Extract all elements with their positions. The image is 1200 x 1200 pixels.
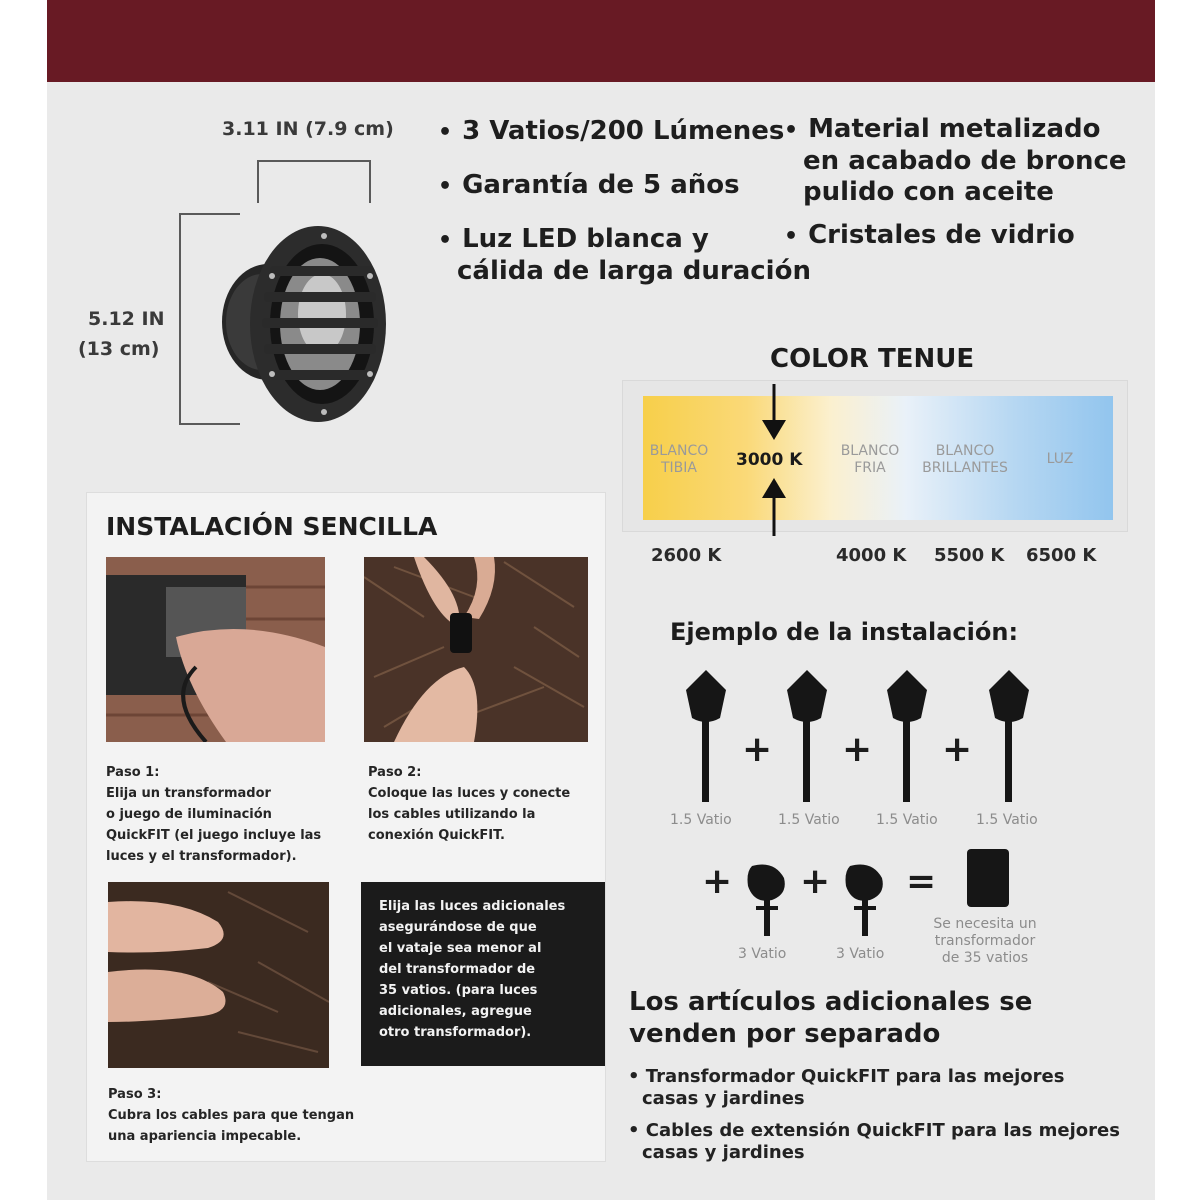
feature-warranty: • Garantía de 5 años: [438, 170, 740, 200]
selected-temp-arrows-icon: [756, 380, 792, 540]
step3-photo: [108, 882, 329, 1068]
bullet-icon: •: [628, 1066, 640, 1087]
step1-text: Paso 1: Elija un transformador o juego de iluminación QuickFIT (el juego incluye las luces y el transformador).: [106, 765, 322, 864]
path-light-icon: [885, 668, 929, 804]
kelvin-tick-5500: 5500 K: [934, 545, 1005, 566]
step1-photo: [106, 557, 325, 742]
color-band-label-daylight: LUZ: [1046, 451, 1074, 467]
bullet-icon: •: [784, 224, 799, 249]
color-band-label-bright: BLANCO BRILLANTES: [922, 443, 1008, 476]
example-title: Ejemplo de la instalación:: [670, 618, 1019, 646]
spotlight-icon: [842, 860, 886, 938]
feature-material: • Material metalizado en acabado de bronce pulido con aceite: [784, 114, 1127, 207]
plus-icon: +: [842, 729, 873, 770]
top-color-band: [47, 0, 1155, 82]
spotlight-watt: 3 Vatio: [738, 946, 787, 962]
transformer-icon: [966, 848, 1010, 908]
plus-icon: +: [702, 861, 733, 902]
plus-icon: +: [742, 729, 773, 770]
step2-photo: [364, 557, 588, 742]
step3-text: Paso 3: Cubra los cables para que tengan una apariencia impecable.: [108, 1087, 355, 1144]
path-light-icon: [987, 668, 1031, 804]
spotlight-icon: [744, 860, 788, 938]
width-dimension-bracket: [250, 155, 380, 205]
feature-led: • Luz LED blanca y cálida de larga duración: [438, 224, 811, 286]
additional-item-cables: • Cables de extensión QuickFIT para las mejores casas y jardines: [628, 1120, 1120, 1163]
bullet-icon: •: [784, 118, 799, 143]
installation-title: INSTALACIÓN SENCILLA: [106, 512, 438, 541]
path-light-watt: 1.5 Vatio: [778, 812, 840, 828]
height-dimension-label-cm: (13 cm): [78, 338, 160, 360]
path-light-watt: 1.5 Vatio: [976, 812, 1038, 828]
spotlight-watt: 3 Vatio: [836, 946, 885, 962]
step2-text: Paso 2: Coloque las luces y conecte los cables utilizando la conexión QuickFIT.: [368, 765, 571, 843]
path-light-watt: 1.5 Vatio: [670, 812, 732, 828]
bullet-icon: •: [438, 120, 453, 145]
path-light-icon: [785, 668, 829, 804]
width-dimension-label: 3.11 IN (7.9 cm): [222, 118, 394, 140]
path-light-watt: 1.5 Vatio: [876, 812, 938, 828]
step-light-product-image: [210, 222, 390, 426]
color-temp-selected: 3000 K: [736, 450, 803, 470]
color-band-label-cool: BLANCO FRIA: [840, 443, 900, 476]
equals-icon: =: [906, 861, 937, 902]
bullet-icon: •: [628, 1120, 640, 1141]
bullet-icon: •: [438, 174, 453, 199]
color-temp-title: COLOR TENUE: [770, 344, 975, 374]
feature-glass: • Cristales de vidrio: [784, 220, 1075, 250]
kelvin-tick-6500: 6500 K: [1026, 545, 1097, 566]
additional-lights-note: Elija las luces adicionales asegurándose de que el vataje sea menor al del transformador de 35 vatios. (para luces adicionales, agregue otro transformador).: [361, 882, 605, 1066]
additional-item-transformer: • Transformador QuickFIT para las mejores casas y jardines: [628, 1066, 1065, 1109]
feature-wattage: • 3 Vatios/200 Lúmenes: [438, 116, 785, 146]
transformer-note: Se necesita un transformador de 35 vatios: [933, 916, 1037, 966]
kelvin-tick-2600: 2600 K: [651, 545, 722, 566]
additional-items-title: Los artículos adicionales se venden por separado: [629, 987, 1033, 1049]
bullet-icon: •: [438, 228, 453, 253]
plus-icon: +: [942, 729, 973, 770]
color-band-label-warm: BLANCO TIBIA: [649, 443, 709, 476]
height-dimension-label-in: 5.12 IN: [88, 308, 165, 330]
plus-icon: +: [800, 861, 831, 902]
kelvin-tick-4000: 4000 K: [836, 545, 907, 566]
path-light-icon: [684, 668, 728, 804]
